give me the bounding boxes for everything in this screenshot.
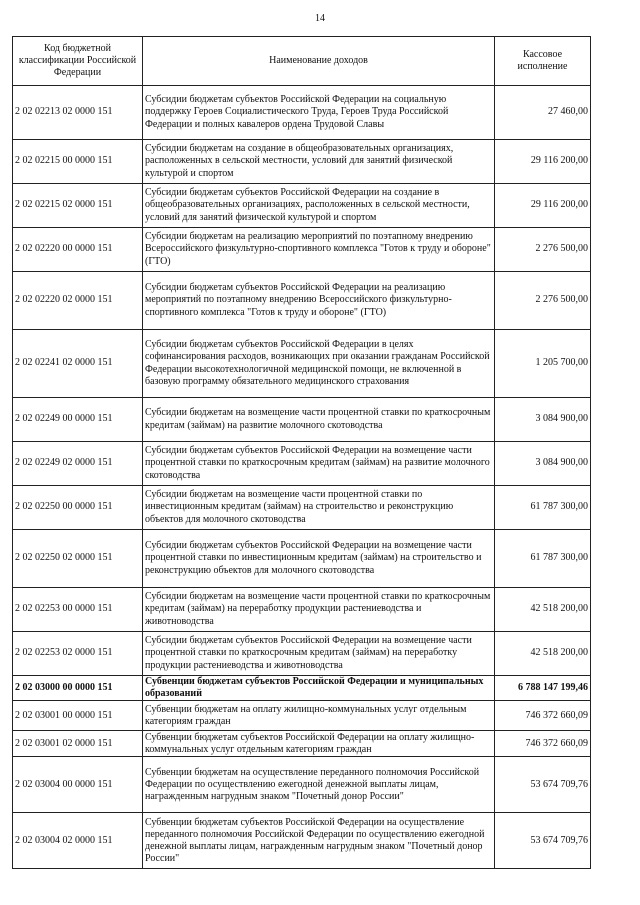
row-amount: 1 205 700,00	[495, 330, 591, 398]
table-row	[13, 184, 591, 228]
row-name: Субсидии бюджетам на создание в общеобразовательных организациях, расположенных в сельской местности, условий для занятий физической культурой и спортом	[143, 140, 495, 184]
row-name: Субсидии бюджетам на возмещение части процентной ставки по краткосрочным кредитам (займам) на переработку продукции растениеводства и животноводства	[143, 588, 495, 632]
row-amount: 53 674 709,76	[495, 813, 591, 869]
header-code: Код бюджетной классификации Российской Федерации	[13, 37, 143, 86]
row-amount: 42 518 200,00	[495, 632, 591, 676]
page-number: 14	[315, 13, 325, 24]
row-name: Субвенции бюджетам субъектов Российской Федерации на осуществление переданного полномочия Российской Федерации по осуществлению ежегодной денежной выплаты лицам, награжденным нагрудным знаком "Почетный донор России"	[143, 813, 495, 869]
table-row	[13, 398, 591, 442]
row-name: Субсидии бюджетам на реализацию мероприятий по поэтапному внедрению Всероссийского физкультурно-спортивного комплекса "Готов к труду и обороне" (ГТО)	[143, 228, 495, 272]
row-code: 2 02 02220 00 0000 151	[13, 228, 143, 272]
row-name: Субвенции бюджетам на оплату жилищно-коммунальных услуг отдельным категориям граждан	[143, 701, 495, 731]
row-code: 2 02 03001 02 0000 151	[13, 731, 143, 757]
row-amount: 2 276 500,00	[495, 272, 591, 330]
row-code: 2 02 02213 02 0000 151	[13, 86, 143, 140]
table-row	[13, 228, 591, 272]
table-row	[13, 272, 591, 330]
row-amount: 29 116 200,00	[495, 184, 591, 228]
revenue-table	[12, 36, 591, 869]
header-amount: Кассовое исполнение	[495, 37, 591, 86]
row-name: Субсидии бюджетам субъектов Российской Федерации на возмещение части процентной ставки по краткосрочным кредитам (займам) на переработку продукции растениеводства и животноводства	[143, 632, 495, 676]
row-name: Субсидии бюджетам на возмещение части процентной ставки по инвестиционным кредитам (займам) на строительство и реконструкцию объектов для молочного скотоводства	[143, 486, 495, 530]
row-name: Субсидии бюджетам субъектов Российской Федерации в целях софинансирования расходов, возникающих при оказании гражданам Российской Федерации высокотехнологичной медицинской помощи, не включенной в базовую программу обязательного медицинского страхования	[143, 330, 495, 398]
row-amount: 3 084 900,00	[495, 398, 591, 442]
row-code: 2 02 02253 02 0000 151	[13, 632, 143, 676]
row-name: Субвенции бюджетам на осуществление переданного полномочия Российской Федерации по осуществлению ежегодной денежной выплаты лицам, награжденным нагрудным знаком "Почетный донор России"	[143, 757, 495, 813]
row-name: Субсидии бюджетам субъектов Российской Федерации на реализацию мероприятий по поэтапному внедрению Всероссийского физкультурно-спортивного комплекса "Готов к труду и обороне" (ГТО)	[143, 272, 495, 330]
row-amount: 746 372 660,09	[495, 731, 591, 757]
table-row	[13, 632, 591, 676]
header-row	[13, 37, 591, 86]
row-code: 2 02 02215 02 0000 151	[13, 184, 143, 228]
row-code: 2 02 02249 02 0000 151	[13, 442, 143, 486]
row-amount: 61 787 300,00	[495, 530, 591, 588]
row-code: 2 02 02215 00 0000 151	[13, 140, 143, 184]
row-name: Субсидии бюджетам субъектов Российской Федерации на возмещение части процентной ставки по инвестиционным кредитам (займам) на строительство и реконструкцию объектов для молочного скотоводства	[143, 530, 495, 588]
row-name: Субсидии бюджетам субъектов Российской Федерации на возмещение части процентной ставки по краткосрочным кредитам (займам) на развитие молочного скотоводства	[143, 442, 495, 486]
row-name: Субвенции бюджетам субъектов Российской Федерации на оплату жилищно-коммунальных услуг отдельным категориям граждан	[143, 731, 495, 757]
row-code: 2 02 02220 02 0000 151	[13, 272, 143, 330]
table-header	[13, 37, 591, 86]
row-code: 2 02 02250 02 0000 151	[13, 530, 143, 588]
row-name: Субвенции бюджетам субъектов Российской Федерации и муниципальных образований	[143, 676, 495, 701]
table-row	[13, 530, 591, 588]
row-code: 2 02 02253 00 0000 151	[13, 588, 143, 632]
row-amount: 746 372 660,09	[495, 701, 591, 731]
row-name: Субсидии бюджетам на возмещение части процентной ставки по краткосрочным кредитам (займам) на развитие молочного скотоводства	[143, 398, 495, 442]
row-name: Субсидии бюджетам субъектов Российской Федерации на социальную поддержку Героев Социалистического Труда, Героев Труда Российской Федерации и полных кавалеров ордена Трудовой Славы	[143, 86, 495, 140]
row-code: 2 02 03000 00 0000 151	[13, 676, 143, 701]
table-body	[13, 86, 591, 869]
row-name: Субсидии бюджетам субъектов Российской Федерации на создание в общеобразовательных организациях, расположенных в сельской местности, условий для занятий физической культурой и спортом	[143, 184, 495, 228]
table-row	[13, 731, 591, 757]
table-row	[13, 442, 591, 486]
row-amount: 3 084 900,00	[495, 442, 591, 486]
row-code: 2 02 02250 00 0000 151	[13, 486, 143, 530]
table-row	[13, 701, 591, 731]
row-code: 2 02 03001 00 0000 151	[13, 701, 143, 731]
row-amount: 53 674 709,76	[495, 757, 591, 813]
row-amount: 2 276 500,00	[495, 228, 591, 272]
table-row	[13, 813, 591, 869]
table-row	[13, 757, 591, 813]
row-code: 2 02 03004 00 0000 151	[13, 757, 143, 813]
row-code: 2 02 03004 02 0000 151	[13, 813, 143, 869]
table-row	[13, 86, 591, 140]
row-amount: 61 787 300,00	[495, 486, 591, 530]
row-amount: 42 518 200,00	[495, 588, 591, 632]
table-row	[13, 486, 591, 530]
table-row	[13, 676, 591, 701]
header-name: Наименование доходов	[143, 37, 495, 86]
row-amount: 6 788 147 199,46	[495, 676, 591, 701]
row-code: 2 02 02241 02 0000 151	[13, 330, 143, 398]
table-row	[13, 140, 591, 184]
row-amount: 29 116 200,00	[495, 140, 591, 184]
row-code: 2 02 02249 00 0000 151	[13, 398, 143, 442]
table-row	[13, 588, 591, 632]
row-amount: 27 460,00	[495, 86, 591, 140]
table-row	[13, 330, 591, 398]
